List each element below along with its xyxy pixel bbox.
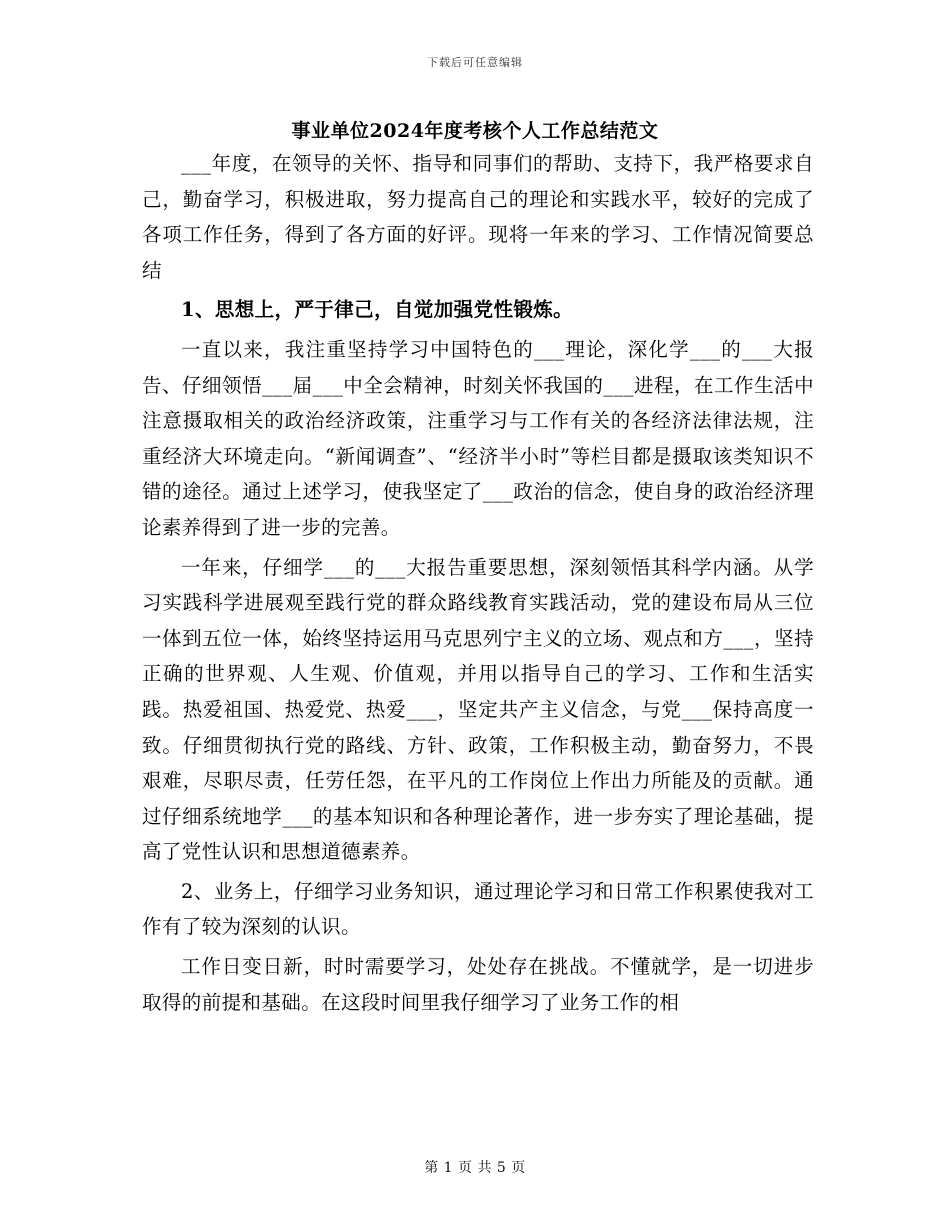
document-body — [142, 146, 814, 1024]
paragraph-study: 一直以来，我注重坚持学习中国特色的___理论，深化学___的___大报告、仔细领悟___届___中全会精神，时刻关怀我国的___进程，在工作生活中注意摄取相关的政治经济政策，注重学习与工作有关的各经济法律法规，注重经济大环境走向。“新闻调查”、“经济半小时”等栏目都是摄取该类知识不错的途径。通过上述学习，使我坚定了___政治的信念，使自身的政治经济理论素养得到了进一步的完善。 — [142, 337, 814, 539]
section-heading-business: 2、业务上，仔细学习业务知识，通过理论学习和日常工作积累使我对工作有了较为深刻的认识。 — [142, 879, 814, 939]
document-title: 事业单位2024年度考核个人工作总结范文 — [291, 120, 659, 142]
paragraph-work: 工作日变日新，时时需要学习，处处存在挑战。不懂就学，是一切进步取得的前提和基础。在这段时间里我仔细学习了业务工作的相 — [142, 955, 814, 1014]
paragraph-intro: ___年度，在领导的关怀、指导和同事们的帮助、支持下，我严格要求自己，勤奋学习，积极进取，努力提高自己的理论和实践水平，较好的完成了各项工作任务，得到了各方面的好评。现将一年来的学习、工作情况简要总结 — [142, 152, 814, 282]
page-footer: 第 1 页 共 5 页 — [424, 1160, 526, 1176]
section-heading-ideology: 1、思想上，严于律己，自觉加强党性锻炼。 — [181, 298, 574, 322]
paragraph-theory: 一年来，仔细学___的___大报告重要思想，深刻领悟其科学内涵。从学习实践科学进展观至践行党的群众路线教育实践活动，党的建设布局从三位一体到五位一体，始终坚持运用马克思列宁主义的立场、观点和方___，坚持正确的世界观、人生观、价值观，并用以指导自己的学习、工作和生活实践。热爱祖国、热爱党、热爱___，坚定共产主义信念，与党___保持高度一致。仔细贯彻执行党的路线、方针、政策，工作积极主动，勤奋努力，不畏艰难，尽职尽责，任劳任怨，在平凡的工作岗位上作出力所能及的贡献。通过仔细系统地学___的基本知识和各种理论著作，进一步夯实了理论基础，提高了党性认识和思想道德素养。 — [142, 555, 814, 864]
header-note: 下载后可任意编辑 — [427, 56, 523, 69]
